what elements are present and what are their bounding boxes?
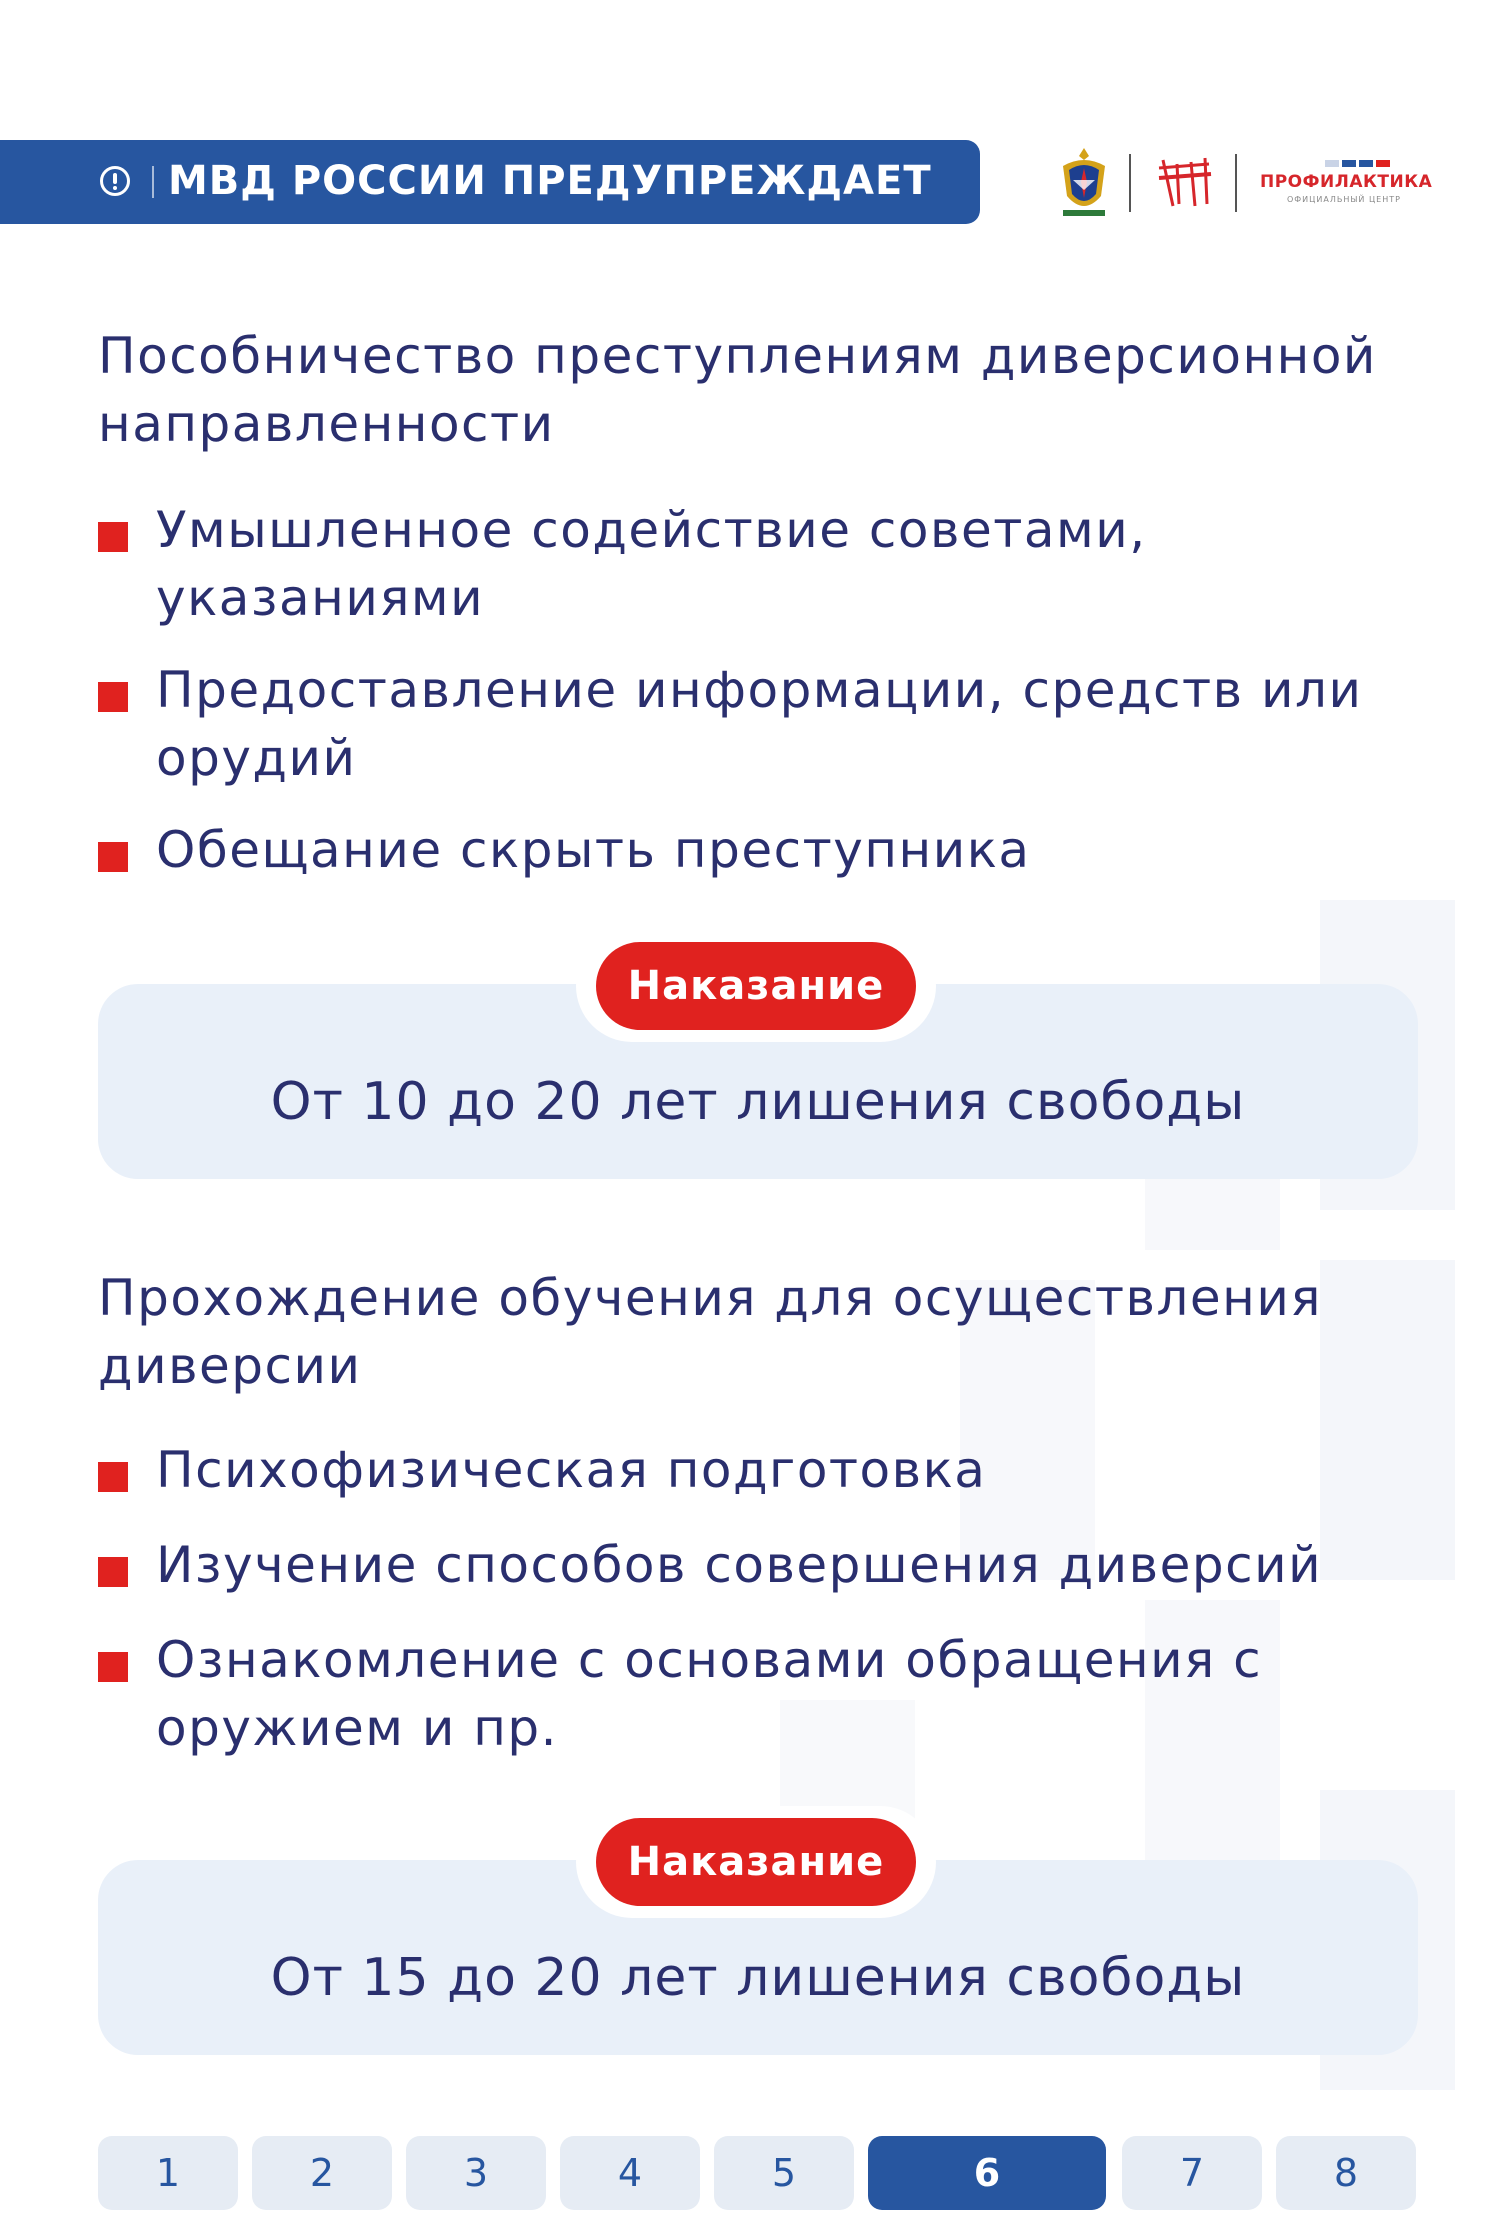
- list-item-text: Обещание скрыть преступника: [156, 821, 1031, 879]
- list-item: [98, 1436, 1418, 1504]
- page-button-2[interactable]: 2: [252, 2136, 392, 2210]
- list-item-text: Изучение способов совершения диверсий: [156, 1536, 1323, 1594]
- header-title: МВД РОССИИ ПРЕДУПРЕЖДАЕТ: [168, 158, 932, 204]
- list-item: [98, 816, 1418, 884]
- page-button-8[interactable]: 8: [1276, 2136, 1416, 2210]
- bullet-square-icon: [98, 522, 128, 552]
- list-item-text: Психофизическая подготовка: [156, 1441, 987, 1499]
- logo-group: [1055, 140, 1455, 224]
- warning-icon: [100, 166, 130, 196]
- penalty-text: От 10 до 20 лет лишения свободы: [270, 1072, 1246, 1132]
- list-item-text: Предоставление информации, средств или орудий: [156, 661, 1363, 787]
- page-button-5[interactable]: 5: [714, 2136, 854, 2210]
- penalty-badge: [596, 942, 916, 1030]
- logo-divider: [1129, 154, 1131, 212]
- bullet-list: [98, 1436, 1418, 1762]
- bullet-square-icon: [98, 1557, 128, 1587]
- page-button-3[interactable]: 3: [406, 2136, 546, 2210]
- list-item-text: Ознакомление с основами обращения с оружием и пр.: [156, 1631, 1263, 1757]
- header-banner: [0, 140, 980, 224]
- banner-divider: [152, 166, 154, 198]
- bullet-square-icon: [98, 842, 128, 872]
- bullet-square-icon: [98, 1462, 128, 1492]
- page-button-1[interactable]: 1: [98, 2136, 238, 2210]
- section-title: Прохождение обучения для осуществления диверсии: [98, 1269, 1322, 1395]
- list-item: [98, 496, 1418, 632]
- partner-logo-subtitle: ОФИЦИАЛЬНЫЙ ЦЕНТР: [1287, 195, 1401, 204]
- bullet-square-icon: [98, 1652, 128, 1682]
- chair-icon: [1155, 154, 1215, 210]
- partner-logo-name: ПРОФИЛАКТИКА: [1260, 172, 1433, 192]
- penalty-badge-label: Наказание: [627, 963, 885, 1009]
- penalty-badge: [596, 1818, 916, 1906]
- mvd-emblem-icon: [1055, 146, 1113, 220]
- list-item: [98, 1531, 1418, 1599]
- bullet-square-icon: [98, 682, 128, 712]
- bullet-list: [98, 496, 1418, 884]
- pagination: [98, 2136, 1418, 2210]
- page-button-4[interactable]: 4: [560, 2136, 700, 2210]
- list-item-text: Умышленное содействие советами, указаниями: [156, 501, 1147, 627]
- page-button-6-current[interactable]: 6: [868, 2136, 1106, 2210]
- logo-divider: [1235, 154, 1237, 212]
- penalty-badge-label: Наказание: [627, 1839, 885, 1885]
- list-item: [98, 1626, 1356, 1762]
- list-item: [98, 656, 1418, 792]
- section-title: Пособничество преступлениям диверсионной направленности: [98, 327, 1377, 453]
- penalty-text: От 15 до 20 лет лишения свободы: [270, 1948, 1246, 2008]
- page-button-7[interactable]: 7: [1122, 2136, 1262, 2210]
- profilaktika-bars-icon: [1325, 160, 1390, 167]
